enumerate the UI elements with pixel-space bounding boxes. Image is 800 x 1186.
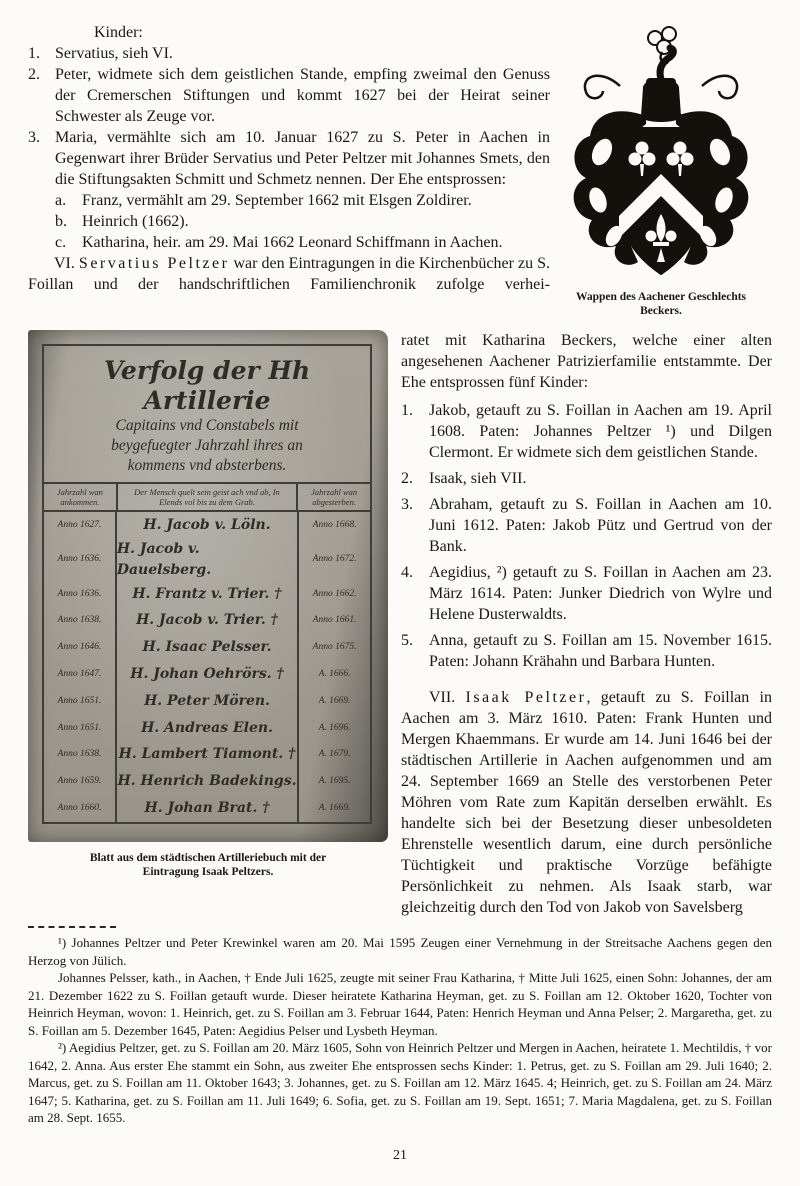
list-item bbox=[28, 64, 550, 127]
list-item-text: Abraham, getauft zu S. Foillan in Aachen am 10. Juni 1612. Paten: Jakob Pütz und Gertrud von der Bank. bbox=[429, 496, 772, 555]
list-item-text: Jakob, getauft zu S. Foillan in Aachen am 19. April 1608. Paten: Johannes Peltzer ¹) und Dilgen Clermont. Er widmete sich dem geistlichen Stande. bbox=[429, 402, 772, 461]
manuscript-title-line: Capitains vnd Constabels mit bbox=[115, 417, 299, 434]
year-out: A. 1696. bbox=[318, 722, 351, 733]
year-in: Anno 1659. bbox=[57, 776, 102, 787]
captain-name: H. Peter Mören. bbox=[115, 688, 299, 715]
list-item-text: Anna, getauft zu S. Foillan am 15. November 1615. Paten: Johann Krähahn und Barbara Hunten. bbox=[429, 632, 772, 670]
list-item-text: Aegidius, ²) getauft zu S. Foillan in Aachen am 23. März 1614. Paten: Junker Diedrich von Wylre und Helene Dusterwaldts. bbox=[429, 564, 772, 623]
captain-name: H. Johan Brat. † bbox=[115, 795, 299, 822]
list-item-text: Maria, vermählte sich am 10. Januar 1627 zu S. Peter in Aachen in Gegenwart ihrer Brüder Servatius und Peter Peltzer mit Johannes Smets, den die Stiftungsakten Schmitt und Schmetz nennen. Der Ehe entsprossen: bbox=[55, 129, 550, 188]
year-out: A. 1669. bbox=[318, 803, 351, 814]
list-item-number: a. bbox=[55, 192, 67, 209]
list-item bbox=[401, 400, 772, 463]
section-number: VII. bbox=[429, 689, 466, 706]
footnote: ¹) Johannes Peltzer und Peter Krewinkel waren am 20. Mai 1595 Zeugen einer Vernehmung in der Streitsache Aachens gegen den Herzog von Jülich. bbox=[28, 935, 772, 968]
list-item bbox=[28, 127, 550, 190]
list-item-text: Heinrich (1662). bbox=[82, 213, 189, 230]
year-in: Anno 1651. bbox=[57, 722, 102, 733]
captain-name: H. Frantz v. Trier. † bbox=[115, 581, 299, 608]
captain-name: H. Henrich Badekings. bbox=[115, 768, 299, 795]
list-item-number: b. bbox=[55, 213, 67, 230]
middle-section bbox=[28, 330, 772, 918]
footnote: Johannes Pelsser, kath., in Aachen, † Ende Juli 1625, zeugte mit seiner Frau Katharina, † Mitte Juli 1625, einen Sohn: Johannes, der am 21. Dezember 1622 zu S. Foillan getauft wurde. Dieser heiratete Katharina Heyman, get. zu S. Foillan am 12. Oktober 1620, Tochter von Heinrich Heyman, wovon: 1. Heinrich, get. zu S. Foillan am 3. Februar 1644, Paten: Henrich Heyman und Anna Pelser; 2. Margaretha, get. zu S. Foillan am 5. Dezember 1645, Paten: Aegidius Pelser und Lysbeth Heyman. bbox=[28, 970, 772, 1038]
year-in: Anno 1646. bbox=[57, 642, 102, 653]
manuscript-column-headers bbox=[44, 484, 370, 512]
captain-name: H. Johan Oehrörs. † bbox=[115, 661, 299, 688]
helmet-icon bbox=[641, 79, 681, 122]
year-out: Anno 1662. bbox=[312, 588, 357, 599]
person-name: Servatius Peltzer bbox=[78, 255, 230, 272]
list-item bbox=[401, 630, 772, 672]
year-out: A. 1669. bbox=[318, 695, 351, 706]
section-vi-paragraph bbox=[28, 253, 550, 295]
sub-list-item bbox=[28, 211, 550, 232]
year-out: A. 1679. bbox=[318, 749, 351, 760]
column-header: Jahrzahl wan abgesterben. bbox=[311, 487, 358, 507]
register-row bbox=[44, 661, 370, 688]
year-in: Anno 1651. bbox=[57, 695, 102, 706]
list-item-number: 1. bbox=[401, 402, 413, 419]
year-out: A. 1695. bbox=[318, 776, 351, 787]
kinder-heading: Kinder: bbox=[94, 24, 143, 41]
column-header: Der Mensch quelt sein geist ach vnd ab, In Elends vol bis zu dem Grab. bbox=[116, 484, 299, 510]
list-item-text: Isaak, sieh VII. bbox=[429, 470, 527, 487]
list-item-text: Katharina, heir. am 29. Mai 1662 Leonard Schiffmann in Aachen. bbox=[82, 234, 503, 251]
manuscript-title bbox=[44, 346, 370, 484]
right-text-column bbox=[401, 330, 772, 918]
register-row bbox=[44, 581, 370, 608]
person-name: Isaak Peltzer bbox=[465, 689, 587, 706]
year-in: Anno 1660. bbox=[57, 803, 102, 814]
register-row bbox=[44, 688, 370, 715]
list-item-text: Servatius, sieh VI. bbox=[55, 45, 173, 62]
top-section bbox=[28, 22, 772, 318]
list-item-number: c. bbox=[55, 234, 67, 251]
caption-line: Eintragung Isaak Peltzers. bbox=[142, 866, 274, 878]
register-row bbox=[44, 634, 370, 661]
captain-name: H. Jacob v. Dauelsberg. bbox=[115, 539, 299, 581]
manuscript-title-line: beygefuegter Jahrzahl ihres an bbox=[111, 437, 303, 454]
captain-name: H. Jacob v. Trier. † bbox=[115, 608, 299, 635]
captain-name: H. Andreas Elen. bbox=[115, 715, 299, 742]
year-out: Anno 1672. bbox=[312, 554, 357, 565]
caption-line: Beckers. bbox=[640, 305, 682, 317]
section-vii-paragraph bbox=[401, 687, 772, 918]
paragraph-text: war den Eintragungen in die Kirchenbücher zu S. Foillan und der handschriftlichen Familienchronik zufolge verhei- bbox=[28, 255, 550, 293]
year-in: Anno 1627. bbox=[57, 519, 102, 530]
coat-of-arms-image bbox=[558, 24, 764, 282]
list-item bbox=[401, 562, 772, 625]
register-row bbox=[44, 742, 370, 769]
year-in: Anno 1638. bbox=[57, 749, 102, 760]
list-item-number: 4. bbox=[401, 564, 413, 581]
list-item-number: 3. bbox=[28, 129, 40, 146]
children-list-block bbox=[28, 22, 550, 318]
year-in: Anno 1638. bbox=[57, 615, 102, 626]
caption-line: Wappen des Aachener Geschlechts bbox=[575, 291, 747, 303]
manuscript-title-line: kommens vnd absterbens. bbox=[127, 457, 287, 474]
paragraph-text: , getauft zu S. Foillan in Aachen am 3. März 1610. Paten: Frank Hunten und Mergen Khaemmans. Er wurde am 14. Juni 1646 bei der städtischen Artillerie in Aachen aufgenommen und am 24. September 1669 an Stelle des verstorbenen Peter Möhren vom Rate zum Kapitän derselben erwählt. Es handelte sich bei der Besetzung dieser unbesoldeten Ehrenstelle wesentlich darum, eine durch persönliche Tüchtigkeit und praktische Vorzüge befähigte Persönlichkeit zu nehmen. Als Isaak starb, war gleichzeitig durch den Tod von Jakob von Savelsberg bbox=[401, 689, 772, 916]
register-row bbox=[44, 768, 370, 795]
figure-caption bbox=[28, 851, 388, 879]
section-number: VI. bbox=[54, 255, 79, 272]
manuscript-title-line: Verfolg der Hh Artillerie bbox=[103, 356, 311, 415]
year-out: Anno 1675. bbox=[312, 642, 357, 653]
artillery-book-photo bbox=[28, 330, 388, 842]
year-out: A. 1666. bbox=[318, 669, 351, 680]
list-item-text: Peter, widmete sich dem geistlichen Stande, empfing zweimal den Genuss der Cremerschen Stiftungen und kommt 1627 bei der Heirat seiner Schwester als Zeuge vor. bbox=[55, 66, 550, 125]
register-row bbox=[44, 512, 370, 539]
sub-list-item bbox=[28, 190, 550, 211]
register-row bbox=[44, 608, 370, 635]
manuscript-frame bbox=[42, 344, 372, 824]
artillery-book-figure bbox=[28, 330, 388, 918]
page-number: 21 bbox=[393, 1147, 407, 1163]
continuation-paragraph: ratet mit Katharina Beckers, welche einer alten angesehenen Aachener Patrizierfamilie entstammte. Der Ehe entsprossen fünf Kinder: bbox=[401, 332, 772, 391]
captain-name: H. Isaac Pelsser. bbox=[115, 634, 299, 661]
list-item-number: 2. bbox=[28, 66, 40, 83]
list-item bbox=[401, 468, 772, 489]
list-item bbox=[401, 494, 772, 557]
list-item-number: 3. bbox=[401, 496, 413, 513]
year-in: Anno 1647. bbox=[57, 669, 102, 680]
list-item-text: Franz, vermählt am 29. September 1662 mit Elsgen Zoldirer. bbox=[82, 192, 472, 209]
year-out: Anno 1661. bbox=[312, 615, 357, 626]
list-item bbox=[28, 43, 550, 64]
captain-name: H. Lambert Tiamont. † bbox=[115, 742, 299, 769]
list-item-number: 2. bbox=[401, 470, 413, 487]
year-in: Anno 1636. bbox=[57, 588, 102, 599]
caption-line: Blatt aus dem städtischen Artilleriebuch mit der bbox=[89, 852, 327, 864]
list-item-number: 5. bbox=[401, 632, 413, 649]
year-out: Anno 1668. bbox=[312, 519, 357, 530]
footnote-separator bbox=[28, 926, 116, 928]
column-header: Jahrzahl wan ankommen. bbox=[56, 487, 103, 507]
footnote: ²) Aegidius Peltzer, get. zu S. Foillan am 20. März 1605, Sohn von Heinrich Peltzer und Mergen in Aachen, heiratete 1. Mechtildis, † vor 1642, 2. Anna. Aus erster Ehe stammt ein Sohn, aus zweiter Ehe entsprossen sechs Kinder: 1. Petrus, get. zu S. Foillan am 29. Juli 1640; 2. Marcus, get. zu S. Foillan am 11. Oktober 1643; 3. Johannes, get. zu S. Foillan am 12. März 1645. 4; Heinrich, get. zu S. Foillan am 24. März 1647; 5. Katharina, get. zu S. Foillan am 11. Juli 1649; 6. Sofia, get. zu S. Foillan am 19. Sept. 1651; 7. Maria Magdalena, get. zu S. Foillan am 28. Sept. 1655. bbox=[28, 1040, 772, 1125]
coat-of-arms-caption bbox=[576, 290, 746, 318]
register-row bbox=[44, 715, 370, 742]
captain-name: H. Jacob v. Löln. bbox=[115, 512, 299, 539]
manuscript-register bbox=[44, 512, 370, 822]
year-in: Anno 1636. bbox=[57, 554, 102, 565]
coat-of-arms-block bbox=[550, 22, 772, 318]
footnotes-section bbox=[28, 926, 772, 1127]
sub-list-item bbox=[28, 232, 550, 253]
register-row bbox=[44, 539, 370, 581]
list-item-number: 1. bbox=[28, 45, 40, 62]
register-row bbox=[44, 795, 370, 822]
